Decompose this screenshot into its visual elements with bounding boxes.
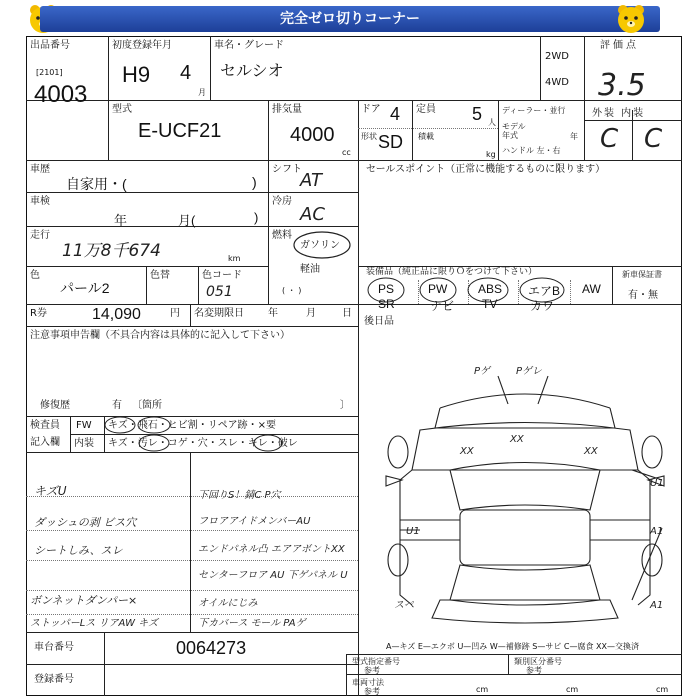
drive-4wd: 4WD [545, 77, 569, 88]
diagram-mark-5: XX [584, 446, 598, 457]
mileage-unit: km [228, 254, 241, 263]
diagram-mark-10: スペ [394, 600, 414, 611]
capacity-value: 5 [472, 104, 483, 124]
history-value: 自家用・( [66, 176, 127, 192]
note-left-5: ストッパーLス リアAW キズ [30, 618, 158, 629]
diagram-mark-2: Pゲレ [516, 366, 542, 377]
first-registration-month: 4 [180, 62, 192, 84]
inspector-row2-head: 内装 [74, 438, 94, 449]
equipment-tv: TV [482, 297, 498, 311]
banner-title: 完全ゼロ切りコーナー [40, 6, 660, 32]
title-deadline-day: 日 [342, 308, 352, 319]
color-code-value: 051 [206, 284, 233, 300]
shift-value: AT [300, 170, 322, 191]
equipment-sr: SR [378, 297, 395, 311]
aircon-value: AC [300, 204, 325, 225]
displacement-value: 4000 [290, 124, 335, 146]
inspector-row1: キズ・飛石・ヒビ割・リペア跡・×要 [108, 420, 276, 431]
registration-label: 登録番号 [34, 674, 74, 685]
report-label: 注意事項申告欄（不具合内容は具体的に記入して下さい） [30, 330, 290, 341]
inspection-close: ) [254, 210, 259, 225]
recycle-value: 14,090 [92, 306, 141, 323]
history-close: ) [252, 174, 257, 190]
inspector-fill-label: 記入欄 [30, 437, 60, 448]
first-registration-label: 初度登録年月 [112, 40, 172, 51]
size-cm-1: cm [476, 685, 489, 694]
equipment-leather: カワ [530, 299, 555, 313]
inspection-year: 年 [114, 213, 128, 228]
inspector-row1-head: FW [76, 420, 92, 431]
mascot-icon-right [614, 2, 648, 36]
color-code-label: 色コード [202, 270, 242, 281]
rear-seat-label: 後日品 [364, 316, 394, 327]
model-designation-label: 型式指定番号 [352, 657, 400, 666]
inspection-label: 車検 [30, 196, 50, 207]
doors-value: 4 [390, 104, 401, 124]
model-label: 型式 [112, 104, 132, 115]
note-left-1: キズU [34, 484, 67, 498]
equipment-circles [360, 276, 600, 306]
diagram-mark-6: U1 [650, 478, 664, 489]
new-warranty-value: 有・無 [628, 290, 658, 301]
drive-2wd: 2WD [545, 51, 569, 62]
repair-history-mark: 有 [112, 400, 122, 411]
size-cm-3: cm [656, 685, 669, 694]
chassis-value: 0064273 [176, 638, 247, 658]
title-deadline-label: 名変期限日 [194, 308, 244, 319]
equipment-pw: PW [428, 282, 448, 296]
grade-label: 評価点 [600, 40, 639, 51]
fuel-diesel: 軽油 [300, 264, 320, 275]
interior-grade: C [644, 124, 663, 154]
shape-value: SD [378, 132, 404, 152]
note-right-1: 下回りS！錆C P穴 [198, 490, 281, 501]
fuel-gasoline: ガソリン [300, 240, 340, 251]
shape-label: 形状 [361, 132, 377, 141]
recycle-label: R券 [30, 308, 47, 319]
first-registration-month-unit: 月 [198, 88, 206, 97]
fuel-label: 燃料 [272, 230, 292, 241]
diagram-mark-4: XX [460, 446, 474, 457]
note-right-2: フロアアイドメンバーAU [198, 516, 311, 527]
exterior-grade: C [600, 124, 619, 154]
repair-history-close: 〕 [340, 400, 350, 411]
car-name-value: セルシオ [220, 63, 284, 80]
handle-label: ハンドル 左・右 [502, 146, 561, 155]
capacity-unit: 人 [488, 118, 496, 127]
lot-sub-code: [2101] [36, 68, 63, 77]
sales-point-label: セールスポイント（正常に機能するものに限ります） [366, 164, 606, 175]
diagram-mark-8: A1 [650, 526, 664, 537]
note-left-3: シートしみ、スレ [34, 544, 123, 557]
diagram-mark-9: A1 [650, 600, 664, 611]
car-damage-diagram [380, 360, 670, 625]
model-value: E-UCF21 [138, 120, 222, 142]
displacement-unit: cc [342, 148, 351, 157]
chassis-label: 車台番号 [34, 642, 74, 653]
inspector-row2: キズ・汚レ・コゲ・穴・スレ・キレ・破レ [108, 438, 298, 449]
shift-label: シフト [272, 164, 302, 175]
exterior-interior-label: 外装 内装 [592, 108, 646, 119]
color-value: パール2 [60, 280, 110, 296]
equipment-abs: ABS [478, 282, 503, 296]
inspection-month: 月( [178, 213, 196, 228]
note-right-6: 下カバース モール PAゲ [198, 618, 306, 629]
vehicle-size-ref: 参考 [364, 687, 380, 696]
color-change-label: 色替 [150, 270, 170, 281]
fuel-selection-circle [290, 228, 354, 262]
displacement-label: 排気量 [272, 104, 302, 115]
damage-legend: A—キズ E—エクボ U—凹み W—補修跡 S—サビ C—腐食 XX—交換済 [386, 642, 640, 651]
load-label: 積載 [418, 132, 434, 141]
fuel-paren: ( ・ ) [282, 286, 302, 295]
inspector-circles [104, 415, 364, 453]
dealer-label: ディーラー・並行 [502, 106, 566, 115]
equipment-label: 装備品（純正品に限りＯをつけて下さい） [366, 267, 538, 277]
color-label: 色 [30, 270, 40, 281]
car-name-label: 車名・グレード [214, 40, 284, 51]
note-left-4: ボンネットダンパー× [30, 594, 138, 607]
repair-history-place: 〔箇所 [132, 400, 162, 411]
load-unit: kg [486, 150, 496, 159]
title-deadline-month: 月 [306, 308, 316, 319]
class-number-label: 類別区分番号 [514, 657, 562, 666]
mileage-label: 走行 [30, 230, 50, 241]
doors-label: ドア [361, 104, 381, 115]
equipment-aw: AW [582, 282, 601, 296]
diagram-mark-7: U1 [406, 526, 420, 537]
equipment-airbag: エアB [528, 284, 561, 298]
first-registration-year: H9 [122, 62, 151, 87]
title-deadline-year: 年 [268, 308, 278, 319]
note-right-3: エンドパネル凸 エアアボントXX [198, 544, 345, 555]
aircon-label: 冷房 [272, 196, 292, 207]
history-label: 車歴 [30, 164, 50, 175]
model-designation-ref: 参考 [364, 666, 380, 675]
new-warranty-label: 新車保証書 [622, 270, 662, 279]
note-right-4: センターフロア AU 下ゲパネル U [198, 570, 348, 581]
recycle-unit: 円 [170, 308, 180, 319]
note-left-2: ダッシュの剥 ビス穴 [34, 516, 137, 529]
lot-number-value: 4003 [34, 81, 88, 108]
inspector-label: 検査員 [30, 420, 60, 431]
equipment-ps: PS [378, 282, 395, 296]
size-cm-2: cm [566, 685, 579, 694]
lot-number-label: 出品番号 [30, 40, 70, 51]
class-number-ref: 参考 [526, 666, 542, 675]
note-right-5: オイルにじみ [198, 598, 258, 609]
grade-value: 3.5 [598, 68, 646, 103]
repair-history-label: 修復歴 [40, 400, 70, 411]
capacity-label: 定員 [416, 104, 436, 115]
mileage-value: 11万8千674 [62, 241, 161, 261]
model-year-unit: 年 [570, 132, 578, 141]
model-year-label: モデル年式 [502, 122, 526, 140]
diagram-mark-3: XX [510, 434, 524, 445]
diagram-mark-1: Pゲ [474, 366, 491, 377]
equipment-navi: ナビ [430, 299, 455, 313]
vehicle-size-label: 車両寸法 [352, 678, 384, 687]
